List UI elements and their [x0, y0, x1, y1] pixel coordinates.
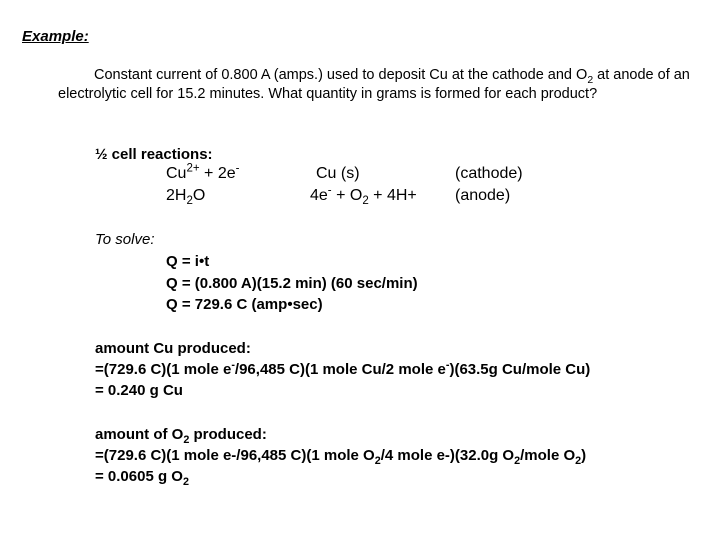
anode-products: $4e^- + O_2 + 4H+$: [310, 184, 417, 208]
problem-text: Constant current of 0.800 A (amps.) used to deposit Cu at the cathode and $O_2$ at anode of an electrolytic cell for 15.2 minutes. What quantity in grams is formed for each product?: [58, 67, 690, 102]
o2-calculation: =(729.6 C)(1 mole e-/96,485 C)(1 mole $O_2/4$ mole e-)(32.0g $O_2$/mole $O_2$): [95, 447, 587, 467]
problem-statement: [58, 66, 708, 104]
cathode-product: Cu (s): [316, 165, 360, 182]
cathode-reactants: $Cu^{2+} + 2e^-$: [166, 162, 240, 182]
o2-result: = 0.0605 g $O_2$: [95, 468, 189, 488]
formula-line-3: Q = 729.6 C (amp•sec): [166, 296, 323, 313]
cu-produced-label: amount Cu produced:: [95, 340, 251, 357]
half-cell-label: ½ cell reactions:: [95, 146, 213, 163]
o2-produced-label: amount of $O_2$ produced:: [95, 426, 267, 446]
to-solve-label: To solve:: [95, 231, 155, 248]
cu-calculation: =(729.6 C)(1 mole e-/96,485 C)(1 mole Cu/2 mole e-)(63.5g Cu/mole Cu): [95, 359, 591, 378]
example-heading: Example:: [22, 28, 89, 45]
cathode-electrode-label: (cathode): [455, 165, 523, 182]
anode-electrode-label: (anode): [455, 187, 511, 204]
formula-line-2: Q = (0.800 A)(15.2 min) (60 sec/min): [166, 275, 418, 292]
cu-result: = 0.240 g Cu: [95, 382, 183, 399]
formula-line-1: Q = i•t: [166, 253, 210, 270]
anode-reactants: $2H_2O$: [166, 187, 206, 208]
